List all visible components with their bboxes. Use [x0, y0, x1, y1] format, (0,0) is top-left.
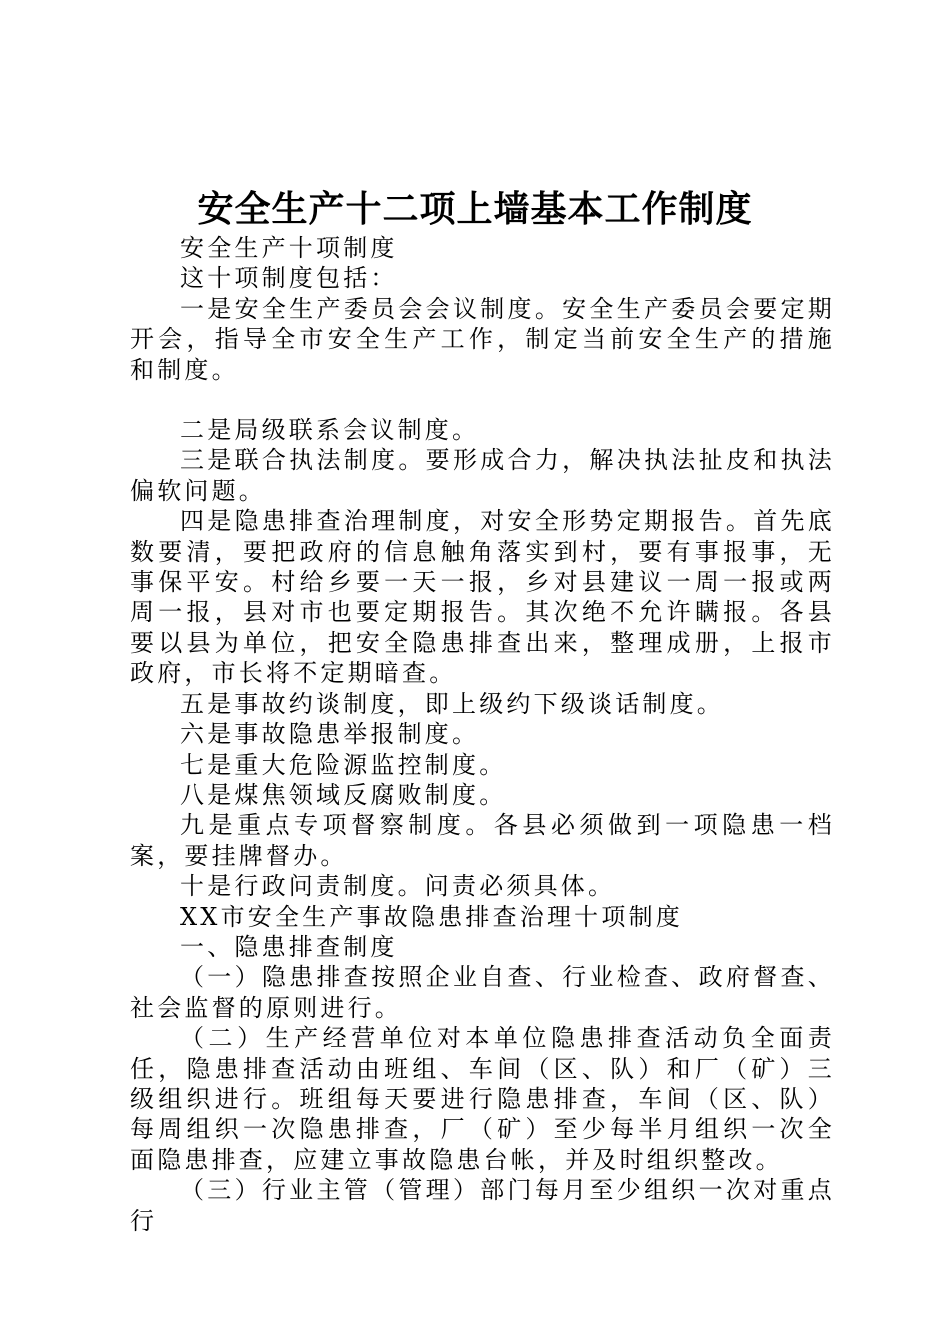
document-title: 安全生产十二项上墙基本工作制度	[197, 188, 753, 230]
paragraph: 一是安全生产委员会会议制度。安全生产委员会要定期开会，指导全市安全生产工作，制定当前安全生产的措施和制度。	[130, 294, 835, 384]
paragraph: 七是重大危险源监控制度。	[180, 750, 507, 779]
paragraph: 十是行政问责制度。问责必须具体。	[180, 872, 616, 901]
paragraph: （一）隐患排查按照企业自查、行业检查、政府督查、社会监督的原则进行。	[130, 963, 835, 1022]
paragraph: 五是事故约谈制度，即上级约下级谈话制度。	[180, 689, 724, 718]
paragraph: 四是隐患排查治理制度，对安全形势定期报告。首先底数要清，要把政府的信息触角落实到村，要有事报事，无事保平安。村给乡要一天一报，乡对县建议一周一报或两周一报，县对市也要定期报告。其次绝不允许瞒报。各县要以县为单位，把安全隐患排查出来，整理成册，上报市政府，市长将不定期暗查。	[130, 507, 835, 688]
paragraph: 安全生产十项制度	[180, 234, 398, 262]
document-body	[130, 233, 835, 1236]
paragraph: XX市安全生产事故隐患排查治理十项制度	[180, 902, 683, 931]
paragraph: 六是事故隐患举报制度。	[180, 720, 480, 749]
paragraph: 九是重点专项督察制度。各县必须做到一项隐患一档案，要挂牌督办。	[130, 811, 835, 870]
paragraph: 三是联合执法制度。要形成合力，解决执法扯皮和执法偏软问题。	[130, 446, 835, 505]
paragraph: 一、隐患排查制度	[180, 932, 398, 961]
paragraph: （二）生产经营单位对本单位隐患排查活动负全面责任，隐患排查活动由班组、车间（区、队）和厂（矿）三级组织进行。班组每天要进行隐患排查，车间（区、队）每周组织一次隐患排查，厂（矿）至少每半月组织一次全面隐患排查，应建立事故隐患台帐，并及时组织整改。	[130, 1024, 835, 1174]
paragraph: 八是煤焦领域反腐败制度。	[180, 780, 507, 809]
paragraph: （三）行业主管（管理）部门每月至少组织一次对重点行	[130, 1176, 835, 1235]
paragraph: 二是局级联系会议制度。	[180, 416, 480, 445]
paragraph: 这十项制度包括：	[180, 264, 398, 293]
